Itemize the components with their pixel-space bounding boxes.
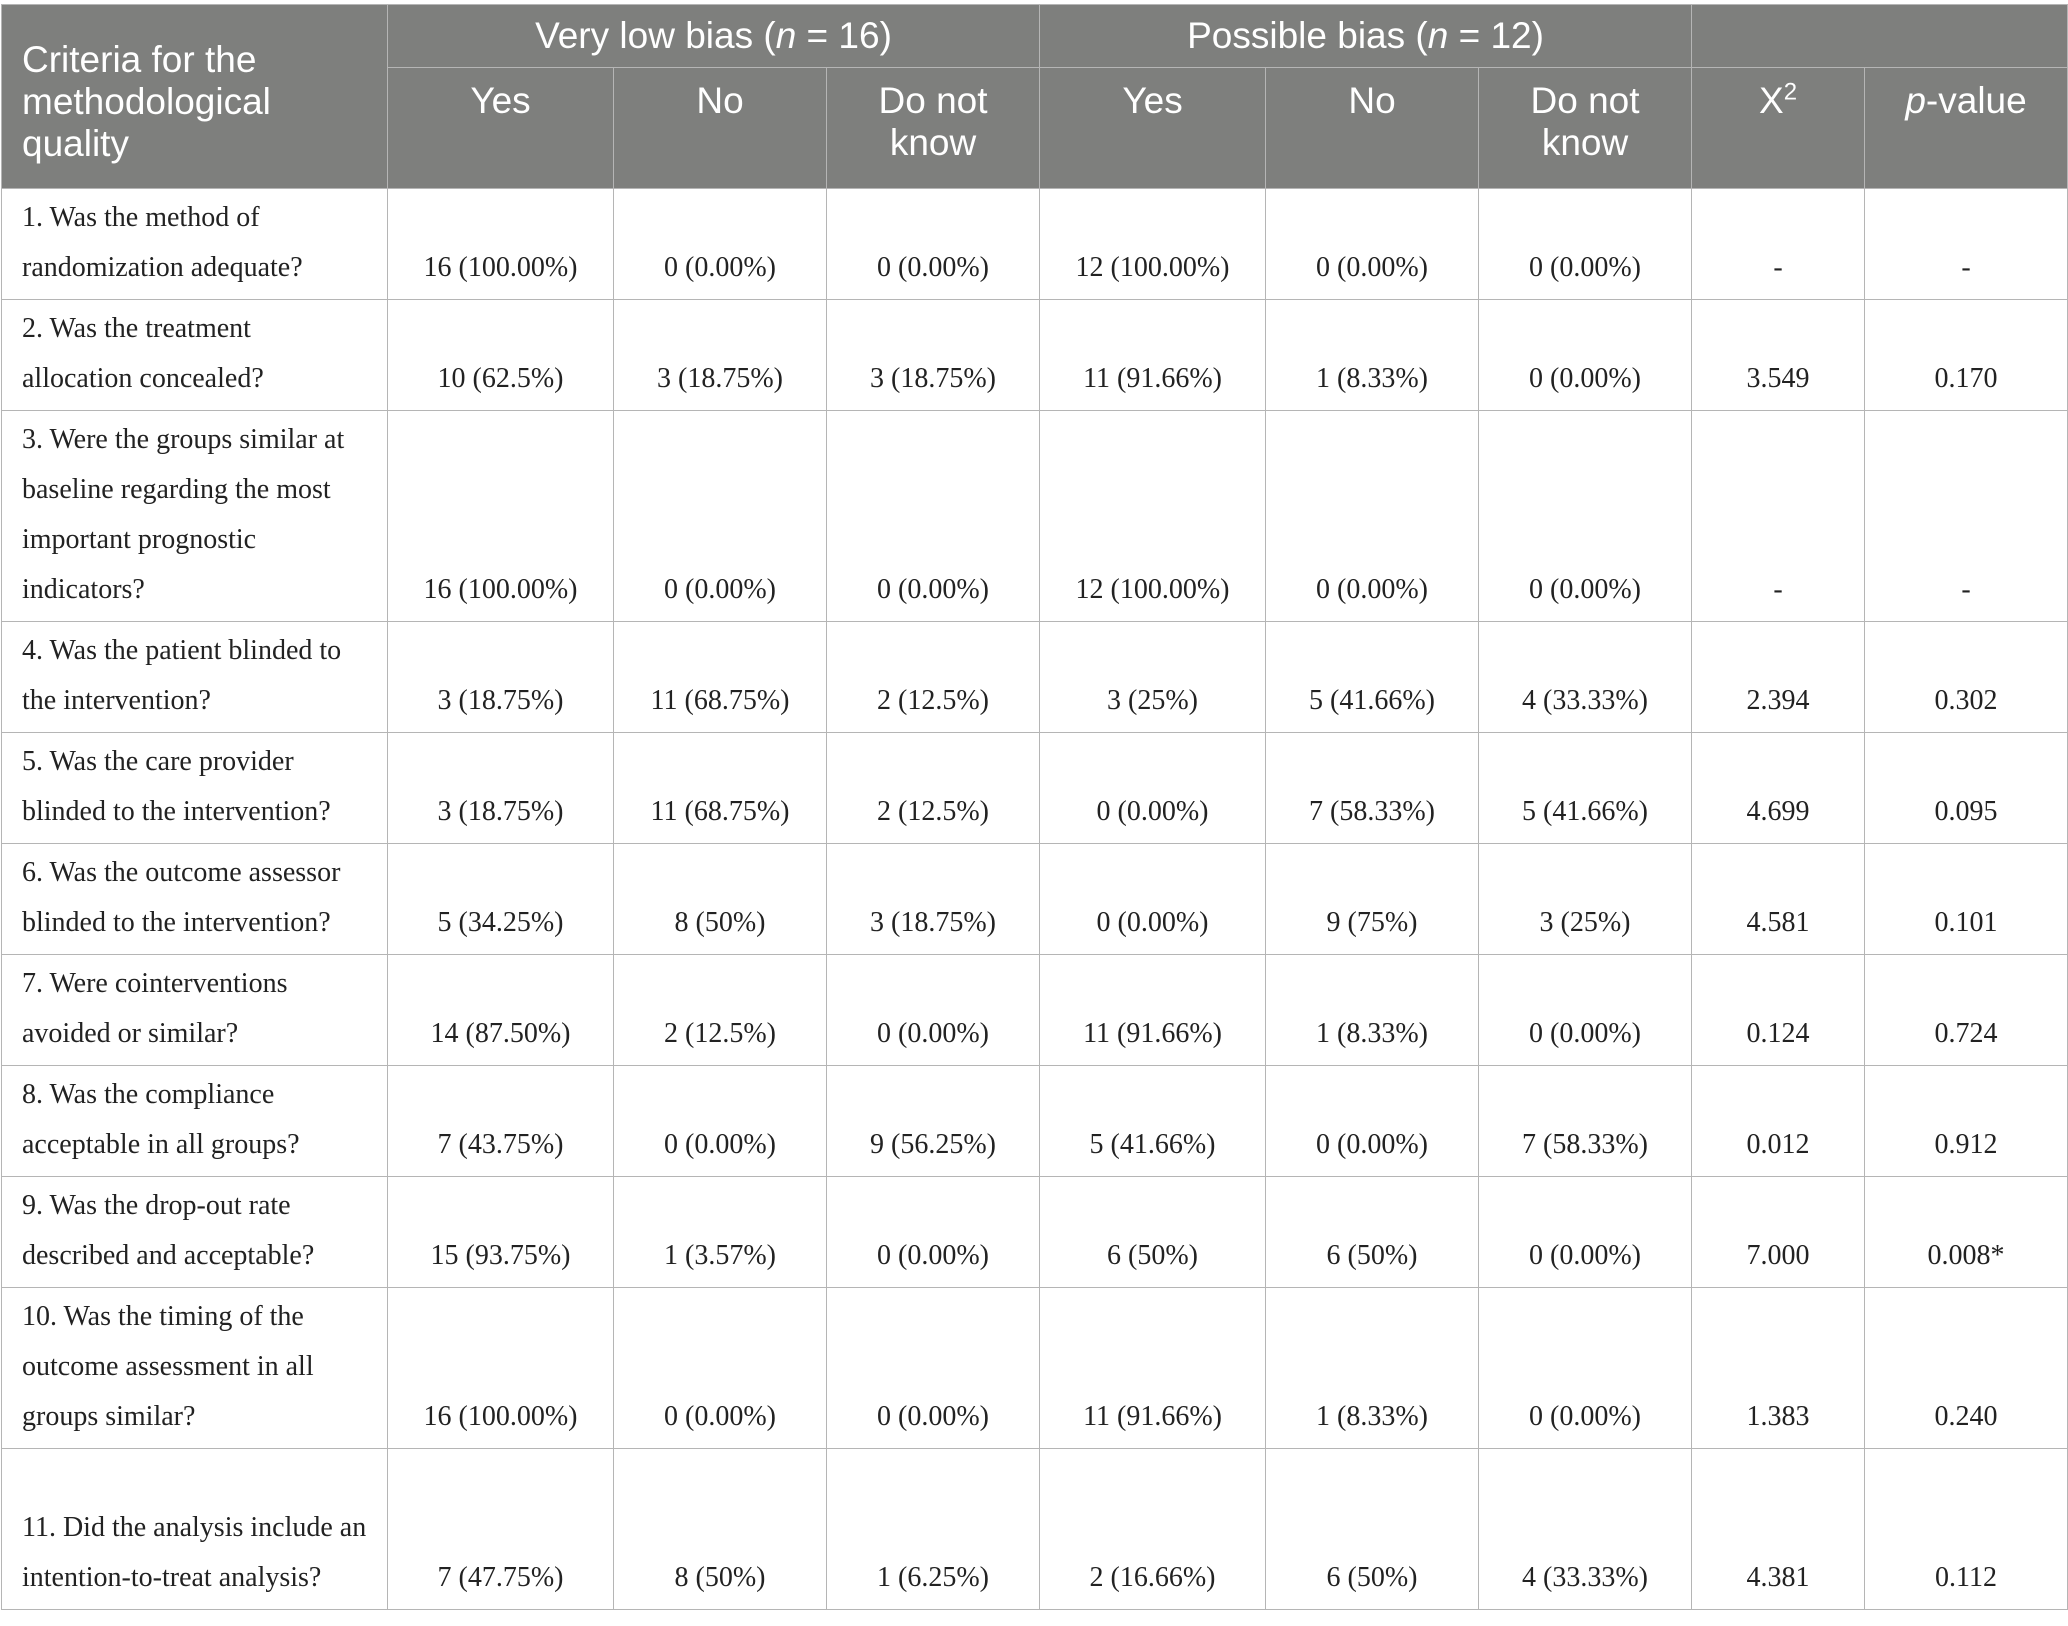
- criteria-header: Criteria for the methodological quality: [2, 5, 388, 189]
- value-cell: 0 (0.00%): [1479, 955, 1692, 1066]
- criterion-cell: 1. Was the method of randomization adequate?: [2, 189, 388, 300]
- value-cell: 1 (8.33%): [1266, 955, 1479, 1066]
- table-row: [2, 955, 2068, 1066]
- value-cell: 2 (16.66%): [1040, 1449, 1266, 1610]
- criterion-cell: 2. Was the treatment allocation concealed?: [2, 300, 388, 411]
- criterion-cell: 11. Did the analysis include an intention-to-treat analysis?: [2, 1449, 388, 1610]
- value-cell: 0.101: [1865, 844, 2068, 955]
- value-cell: 16 (100.00%): [388, 189, 614, 300]
- value-cell: 0 (0.00%): [1479, 1288, 1692, 1449]
- value-cell: 0 (0.00%): [1479, 1177, 1692, 1288]
- criterion-cell: 3. Were the groups similar at baseline regarding the most important prognostic indicators?: [2, 411, 388, 622]
- value-cell: 0.724: [1865, 955, 2068, 1066]
- value-cell: 0 (0.00%): [1266, 1066, 1479, 1177]
- value-cell: 3 (18.75%): [827, 300, 1040, 411]
- value-cell: 5 (41.66%): [1266, 622, 1479, 733]
- value-cell: -: [1692, 189, 1865, 300]
- value-cell: 16 (100.00%): [388, 1288, 614, 1449]
- value-cell: 0 (0.00%): [827, 189, 1040, 300]
- table-row: [2, 411, 2068, 622]
- value-cell: 4 (33.33%): [1479, 1449, 1692, 1610]
- value-cell: 7.000: [1692, 1177, 1865, 1288]
- value-cell: 2.394: [1692, 622, 1865, 733]
- table-row: [2, 1449, 2068, 1610]
- table-row: [2, 189, 2068, 300]
- value-cell: 8 (50%): [614, 1449, 827, 1610]
- value-cell: 0 (0.00%): [614, 1288, 827, 1449]
- value-cell: 0 (0.00%): [827, 1288, 1040, 1449]
- value-cell: 3.549: [1692, 300, 1865, 411]
- value-cell: 14 (87.50%): [388, 955, 614, 1066]
- value-cell: 0 (0.00%): [827, 1177, 1040, 1288]
- value-cell: 2 (12.5%): [827, 733, 1040, 844]
- value-cell: 0 (0.00%): [827, 955, 1040, 1066]
- value-cell: 0 (0.00%): [614, 189, 827, 300]
- value-cell: 15 (93.75%): [388, 1177, 614, 1288]
- value-cell: 0 (0.00%): [614, 411, 827, 622]
- value-cell: 1 (8.33%): [1266, 300, 1479, 411]
- value-cell: 12 (100.00%): [1040, 411, 1266, 622]
- criterion-cell: 6. Was the outcome assessor blinded to the intervention?: [2, 844, 388, 955]
- value-cell: 0.008*: [1865, 1177, 2068, 1288]
- header-row-groups: [2, 5, 2068, 68]
- value-cell: 0.012: [1692, 1066, 1865, 1177]
- value-cell: 7 (47.75%): [388, 1449, 614, 1610]
- value-cell: 0.170: [1865, 300, 2068, 411]
- value-cell: 3 (18.75%): [388, 733, 614, 844]
- value-cell: 0 (0.00%): [1479, 189, 1692, 300]
- criterion-cell: 7. Were cointerventions avoided or similar?: [2, 955, 388, 1066]
- value-cell: 9 (75%): [1266, 844, 1479, 955]
- value-cell: 1.383: [1692, 1288, 1865, 1449]
- criterion-cell: 4. Was the patient blinded to the intervention?: [2, 622, 388, 733]
- col-yes: Yes: [388, 68, 614, 189]
- value-cell: -: [1692, 411, 1865, 622]
- col-do-not-know: Do not know: [1479, 68, 1692, 189]
- group-header-possible-bias: Possible bias (n = 12): [1040, 5, 1692, 68]
- value-cell: 3 (18.75%): [388, 622, 614, 733]
- criterion-cell: 5. Was the care provider blinded to the intervention?: [2, 733, 388, 844]
- value-cell: 6 (50%): [1040, 1177, 1266, 1288]
- col-do-not-know: Do not know: [827, 68, 1040, 189]
- value-cell: 1 (6.25%): [827, 1449, 1040, 1610]
- value-cell: 0.124: [1692, 955, 1865, 1066]
- value-cell: 16 (100.00%): [388, 411, 614, 622]
- value-cell: 1 (8.33%): [1266, 1288, 1479, 1449]
- value-cell: 4.699: [1692, 733, 1865, 844]
- group-header-stats: [1692, 5, 2068, 68]
- col-no: No: [614, 68, 827, 189]
- value-cell: 0 (0.00%): [827, 411, 1040, 622]
- value-cell: 4 (33.33%): [1479, 622, 1692, 733]
- value-cell: 0 (0.00%): [1040, 733, 1266, 844]
- value-cell: 0 (0.00%): [1479, 411, 1692, 622]
- value-cell: -: [1865, 189, 2068, 300]
- value-cell: 2 (12.5%): [827, 622, 1040, 733]
- table-row: [2, 844, 2068, 955]
- value-cell: 11 (91.66%): [1040, 300, 1266, 411]
- table-row: [2, 622, 2068, 733]
- criterion-cell: 8. Was the compliance acceptable in all groups?: [2, 1066, 388, 1177]
- value-cell: 9 (56.25%): [827, 1066, 1040, 1177]
- value-cell: 0 (0.00%): [1266, 189, 1479, 300]
- col-chi-square: $X^2$: [1692, 68, 1865, 189]
- value-cell: 0 (0.00%): [1040, 844, 1266, 955]
- value-cell: 0.912: [1865, 1066, 2068, 1177]
- value-cell: 0.112: [1865, 1449, 2068, 1610]
- value-cell: 3 (25%): [1479, 844, 1692, 955]
- table-row: [2, 1288, 2068, 1449]
- quality-table: [1, 4, 2068, 1610]
- value-cell: 7 (43.75%): [388, 1066, 614, 1177]
- criterion-cell: 9. Was the drop-out rate described and acceptable?: [2, 1177, 388, 1288]
- value-cell: 10 (62.5%): [388, 300, 614, 411]
- value-cell: 5 (34.25%): [388, 844, 614, 955]
- group-header-very-low-bias: Very low bias (n = 16): [388, 5, 1040, 68]
- table-row: [2, 733, 2068, 844]
- value-cell: 11 (68.75%): [614, 622, 827, 733]
- table-row: [2, 300, 2068, 411]
- value-cell: 0 (0.00%): [1479, 300, 1692, 411]
- value-cell: 4.381: [1692, 1449, 1865, 1610]
- value-cell: -: [1865, 411, 2068, 622]
- value-cell: 6 (50%): [1266, 1449, 1479, 1610]
- value-cell: 11 (68.75%): [614, 733, 827, 844]
- value-cell: 3 (18.75%): [827, 844, 1040, 955]
- value-cell: 3 (18.75%): [614, 300, 827, 411]
- value-cell: 4.581: [1692, 844, 1865, 955]
- value-cell: 5 (41.66%): [1479, 733, 1692, 844]
- value-cell: 2 (12.5%): [614, 955, 827, 1066]
- value-cell: 0 (0.00%): [614, 1066, 827, 1177]
- value-cell: 0.302: [1865, 622, 2068, 733]
- col-p-value: p-value: [1865, 68, 2068, 189]
- value-cell: 6 (50%): [1266, 1177, 1479, 1288]
- value-cell: 12 (100.00%): [1040, 189, 1266, 300]
- value-cell: 0.240: [1865, 1288, 2068, 1449]
- value-cell: 0 (0.00%): [1266, 411, 1479, 622]
- value-cell: 7 (58.33%): [1266, 733, 1479, 844]
- value-cell: 3 (25%): [1040, 622, 1266, 733]
- value-cell: 5 (41.66%): [1040, 1066, 1266, 1177]
- table-row: [2, 1066, 2068, 1177]
- col-no: No: [1266, 68, 1479, 189]
- value-cell: 11 (91.66%): [1040, 955, 1266, 1066]
- value-cell: 7 (58.33%): [1479, 1066, 1692, 1177]
- value-cell: 0.095: [1865, 733, 2068, 844]
- value-cell: 1 (3.57%): [614, 1177, 827, 1288]
- value-cell: 11 (91.66%): [1040, 1288, 1266, 1449]
- table-row: [2, 1177, 2068, 1288]
- criterion-cell: 10. Was the timing of the outcome assessment in all groups similar?: [2, 1288, 388, 1449]
- col-yes: Yes: [1040, 68, 1266, 189]
- value-cell: 8 (50%): [614, 844, 827, 955]
